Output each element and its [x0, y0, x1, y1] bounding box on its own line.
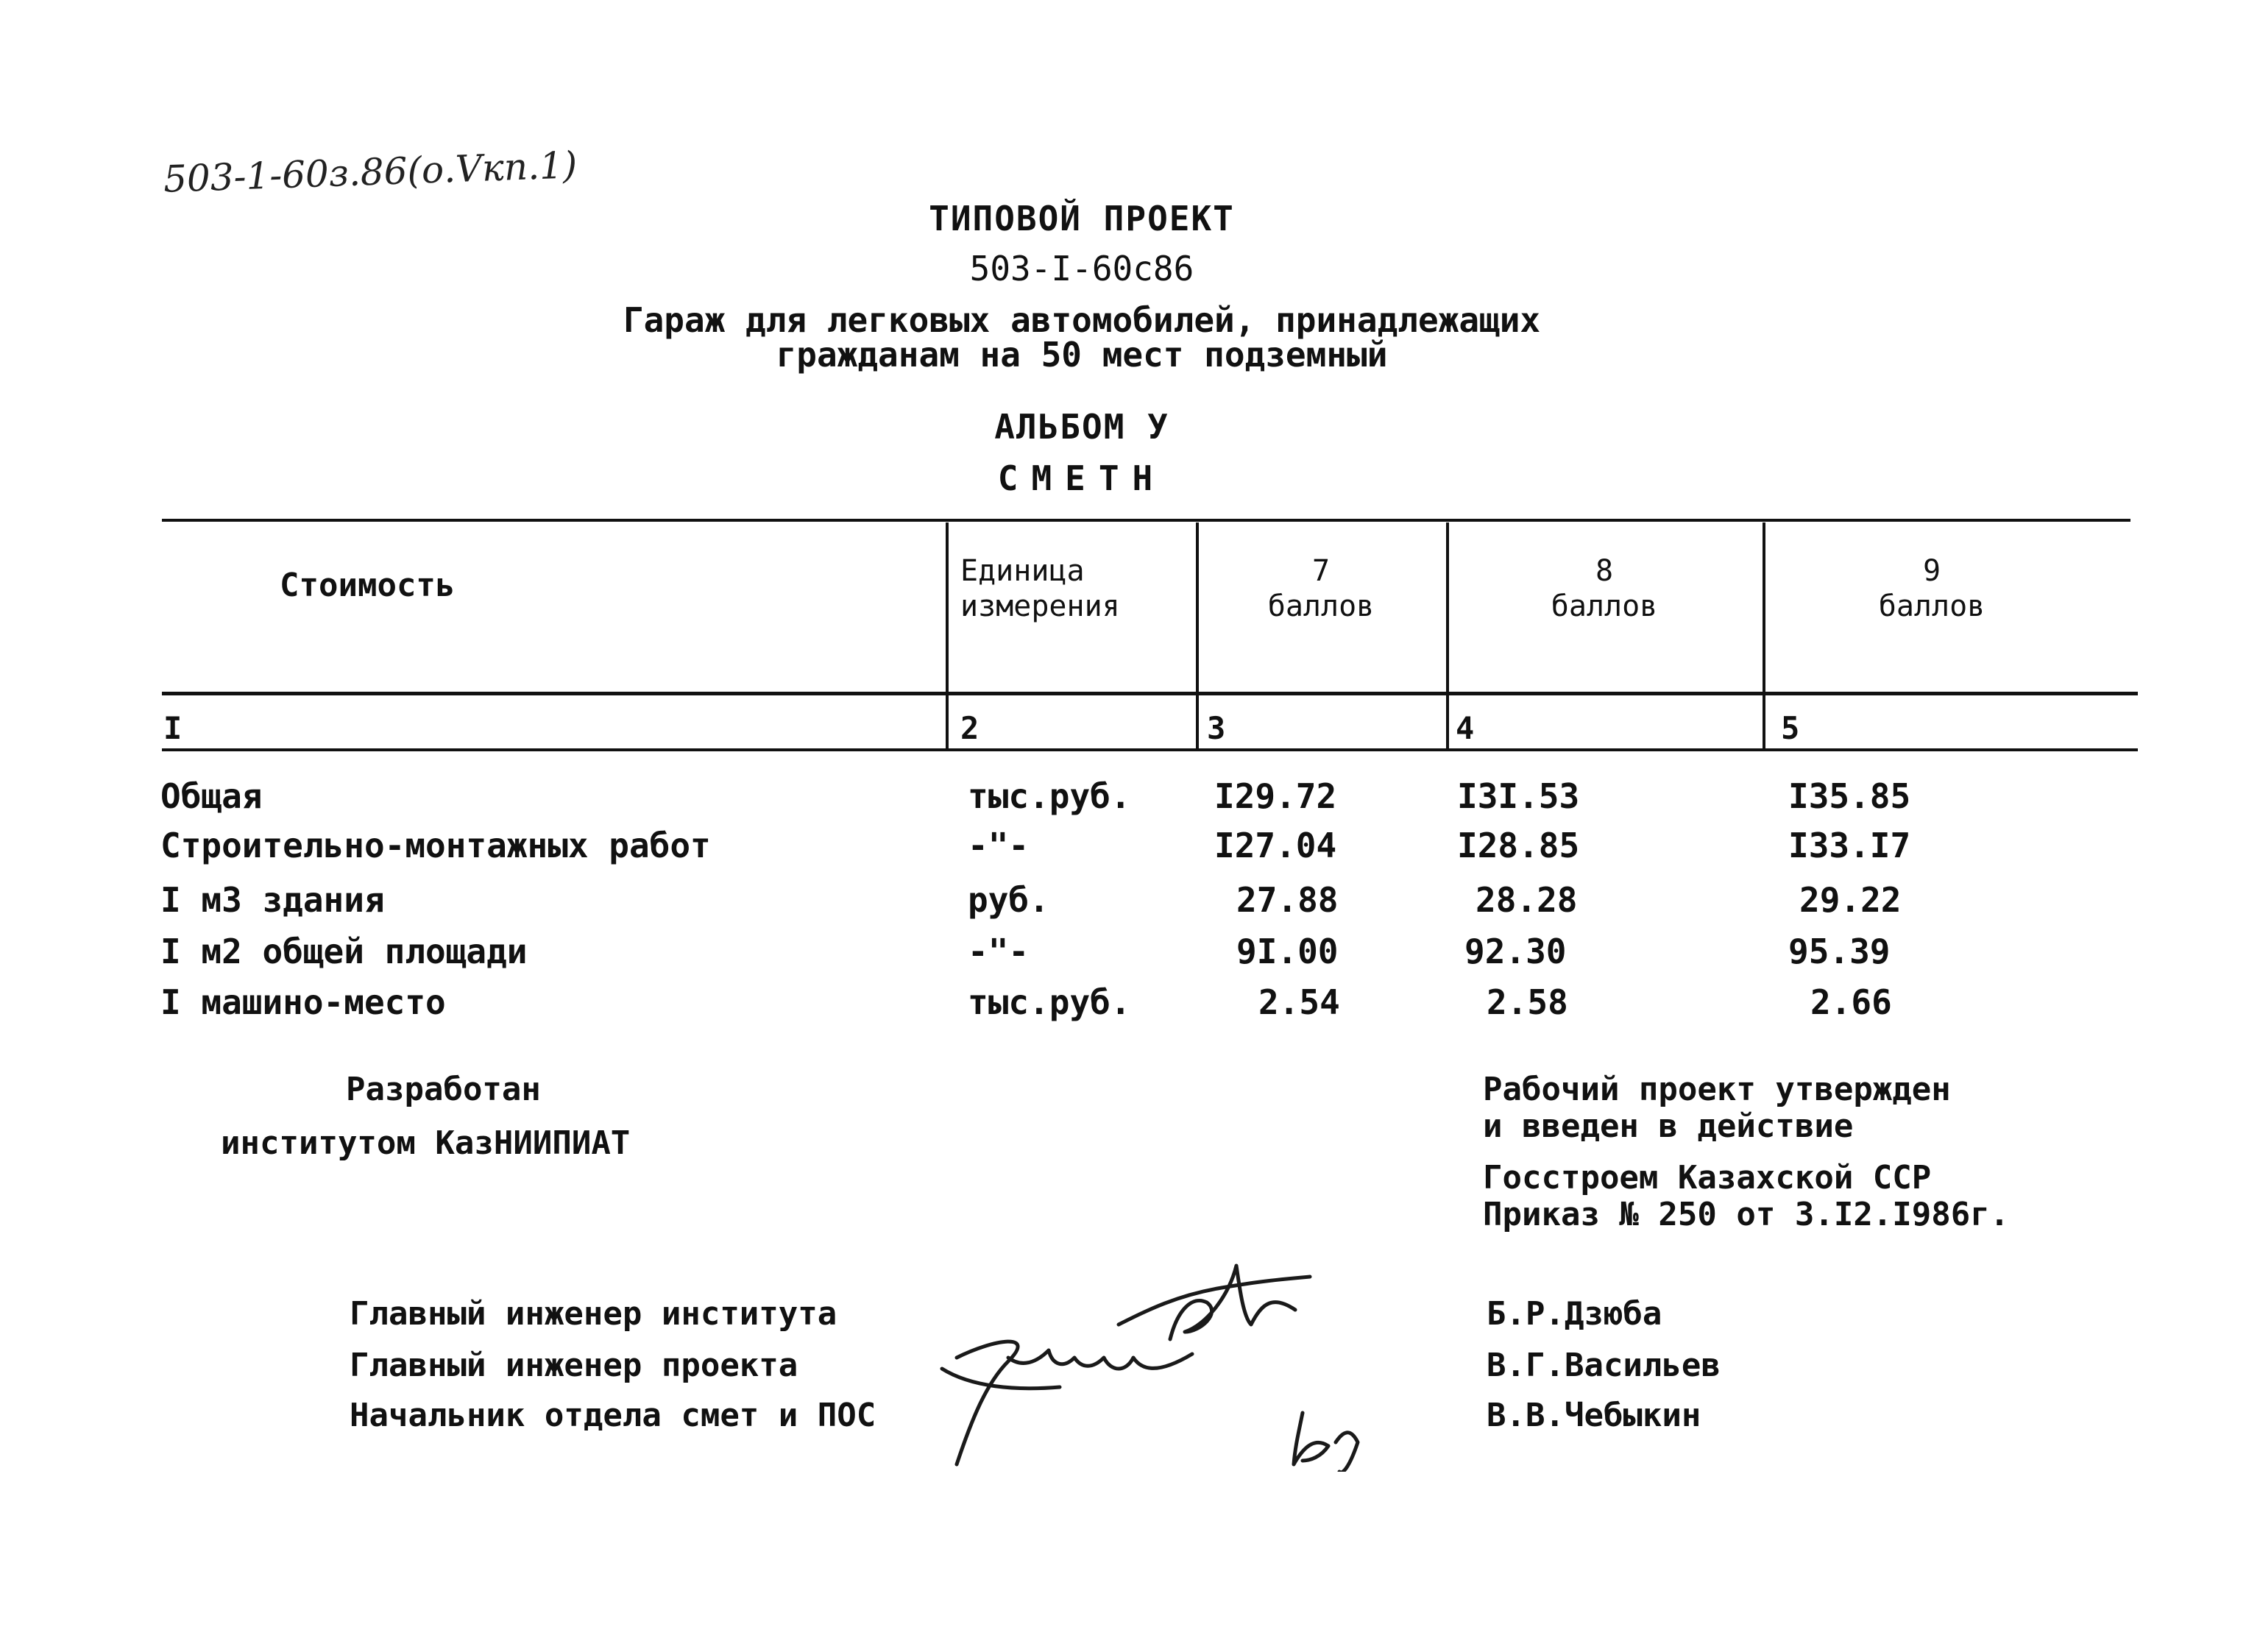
- signatory-role-2: Главный инженер проекта: [350, 1347, 798, 1384]
- developed-line1: Разработан: [346, 1071, 541, 1108]
- col-number-1: I: [163, 710, 183, 746]
- header-9-points: [1766, 553, 2097, 624]
- row-value-9: I33.I7: [1788, 826, 1911, 865]
- developed-line2: институтом КазНИИПИАТ: [221, 1124, 631, 1162]
- table-top-rule: [162, 519, 2130, 522]
- row-label: I м2 общей площади: [160, 932, 528, 971]
- col-divider-2: [1196, 522, 1199, 751]
- doc-subtitle-line1: Гараж для легковых автомобилей, принадлежащих: [623, 300, 1541, 340]
- header-8-number: 8: [1595, 554, 1614, 588]
- row-unit: -"-: [968, 932, 1030, 971]
- row-value-9: 29.22: [1799, 880, 1902, 920]
- row-value-8: 28.28: [1476, 880, 1578, 920]
- doc-title: ТИПОВОЙ ПРОЕКТ: [929, 199, 1235, 238]
- header-unit-line2: измерения: [960, 589, 1120, 623]
- signatory-name-3: В.В.Чебыкин: [1487, 1397, 1701, 1434]
- handwritten-code: 503-1-60з.86(о.Vкп.1): [163, 143, 578, 201]
- signature-head-estimates: [1294, 1413, 1328, 1464]
- header-8-points: [1450, 553, 1759, 624]
- approved-line2: и введен в действие: [1483, 1107, 1854, 1145]
- row-value-7: 9I.00: [1236, 932, 1339, 971]
- table-number-rule: [162, 748, 2138, 751]
- col-divider-4: [1763, 522, 1765, 751]
- col-number-3: 3: [1207, 710, 1226, 746]
- col-divider-3: [1446, 522, 1449, 751]
- row-value-7: 27.88: [1236, 880, 1339, 920]
- row-unit: тыс.руб.: [968, 776, 1131, 816]
- signatory-name-2: В.Г.Васильев: [1487, 1347, 1721, 1384]
- header-cost: Стоимость: [280, 567, 456, 604]
- table-header-rule: [162, 692, 2138, 695]
- doc-subtitle-line2: гражданам на 50 мест подземный: [776, 335, 1388, 375]
- row-value-9: I35.85: [1788, 776, 1911, 816]
- row-value-7: I29.72: [1214, 776, 1337, 816]
- row-unit: тыс.руб.: [968, 982, 1131, 1022]
- header-unit: [960, 553, 1120, 624]
- section-label: СМЕТН: [997, 458, 1166, 498]
- signature-scribbles: [927, 1222, 1384, 1472]
- header-7-number: 7: [1311, 554, 1331, 588]
- approved-line3: Госстроем Казахской ССР: [1483, 1159, 1932, 1197]
- row-unit: -"-: [968, 826, 1030, 865]
- approved-line1: Рабочий проект утвержден: [1483, 1071, 1951, 1108]
- col-number-5: 5: [1781, 710, 1800, 746]
- row-value-7: I27.04: [1214, 826, 1337, 865]
- header-9-word: баллов: [1878, 589, 1986, 623]
- header-7-word: баллов: [1267, 589, 1375, 623]
- header-9-number: 9: [1922, 554, 1941, 588]
- row-label: I м3 здания: [160, 880, 385, 920]
- header-unit-line1: Единица: [960, 554, 1085, 588]
- col-number-2: 2: [960, 710, 980, 746]
- row-value-8: 92.30: [1464, 932, 1567, 971]
- header-8-word: баллов: [1551, 589, 1658, 623]
- row-unit: руб.: [968, 880, 1049, 920]
- row-value-8: I28.85: [1457, 826, 1580, 865]
- col-number-4: 4: [1456, 710, 1475, 746]
- row-value-8: 2.58: [1487, 982, 1568, 1022]
- album-label: АЛЬБОМ У: [994, 407, 1169, 447]
- signatory-role-1: Главный инженер института: [350, 1295, 837, 1333]
- signatory-name-1: Б.Р.Дзюба: [1487, 1295, 1662, 1333]
- row-label: I машино-место: [160, 982, 446, 1022]
- row-value-8: I3I.53: [1457, 776, 1580, 816]
- signatory-role-3: Начальник отдела смет и ПОС: [350, 1397, 876, 1434]
- row-value-9: 2.66: [1810, 982, 1892, 1022]
- doc-number: 503-I-60с86: [969, 249, 1194, 288]
- row-value-9: 95.39: [1788, 932, 1891, 971]
- signature-chief-engineer-institute: [1119, 1277, 1310, 1325]
- col-divider-1: [946, 522, 949, 751]
- row-label: Общая: [160, 776, 263, 816]
- approved-line4: Приказ № 250 от 3.I2.I986г.: [1483, 1196, 2010, 1233]
- header-7-points: [1200, 553, 1442, 624]
- row-label: Строительно-монтажных работ: [160, 826, 711, 865]
- row-value-7: 2.54: [1258, 982, 1340, 1022]
